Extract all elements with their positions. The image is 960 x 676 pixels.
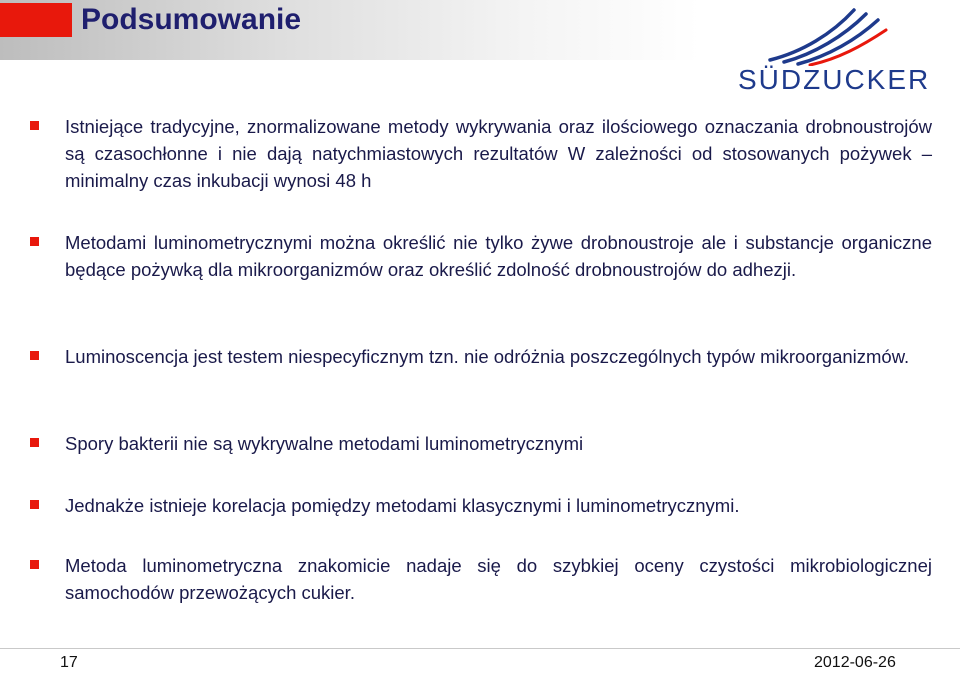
bullet-text: Spory bakterii nie są wykrywalne metodami luminometrycznymi (65, 433, 584, 454)
list-item (30, 492, 932, 519)
footer-divider (0, 648, 960, 649)
list-item (30, 229, 932, 283)
page-number: 17 (60, 654, 78, 671)
logo-wordmark: SÜDZUCKER (738, 64, 931, 95)
bullet-marker (30, 560, 39, 569)
list-item (30, 552, 932, 606)
bullet-marker (30, 351, 39, 360)
list-item (30, 343, 932, 370)
footer-date: 2012-06-26 (814, 654, 896, 671)
list-item (30, 430, 932, 457)
bullet-marker (30, 237, 39, 246)
bullet-marker (30, 438, 39, 447)
list-item (30, 113, 932, 194)
bullet-text: Metodami luminometrycznymi można określić nie tylko żywe drobnoustroje ale i substancje organiczne będące pożywką dla mikroorganizmów oraz określić zdolność drobnoustrojów do adhezji. (65, 232, 932, 280)
logo-swoosh-icon (762, 4, 892, 66)
bullet-text: Metoda luminometryczna znakomicie nadaje się do szybkiej oceny czystości mikrobiologicznej samochodów przewożących cukier. (65, 555, 932, 603)
slide-title: Podsumowanie (81, 3, 302, 36)
bullet-marker (30, 121, 39, 130)
bullet-text: Luminoscencja jest testem niespecyficznym tzn. nie odróżnia poszczególnych typów mikroorganizmów. (65, 346, 910, 367)
sudzucker-logo (738, 4, 931, 96)
bullet-text: Istniejące tradycyjne, znormalizowane metody wykrywania oraz ilościowego oznaczania drobnoustrojów są czasochłonne i nie dają natychmiastowych rezultatów W zależności od stosowanych pożywek – minimalny czas inkubacji wynosi 48 h (65, 116, 932, 191)
bullet-marker (30, 500, 39, 509)
bullet-text: Jednakże istnieje korelacja pomiędzy metodami klasycznymi i luminometrycznymi. (65, 495, 740, 516)
title-accent-marker (0, 3, 72, 37)
